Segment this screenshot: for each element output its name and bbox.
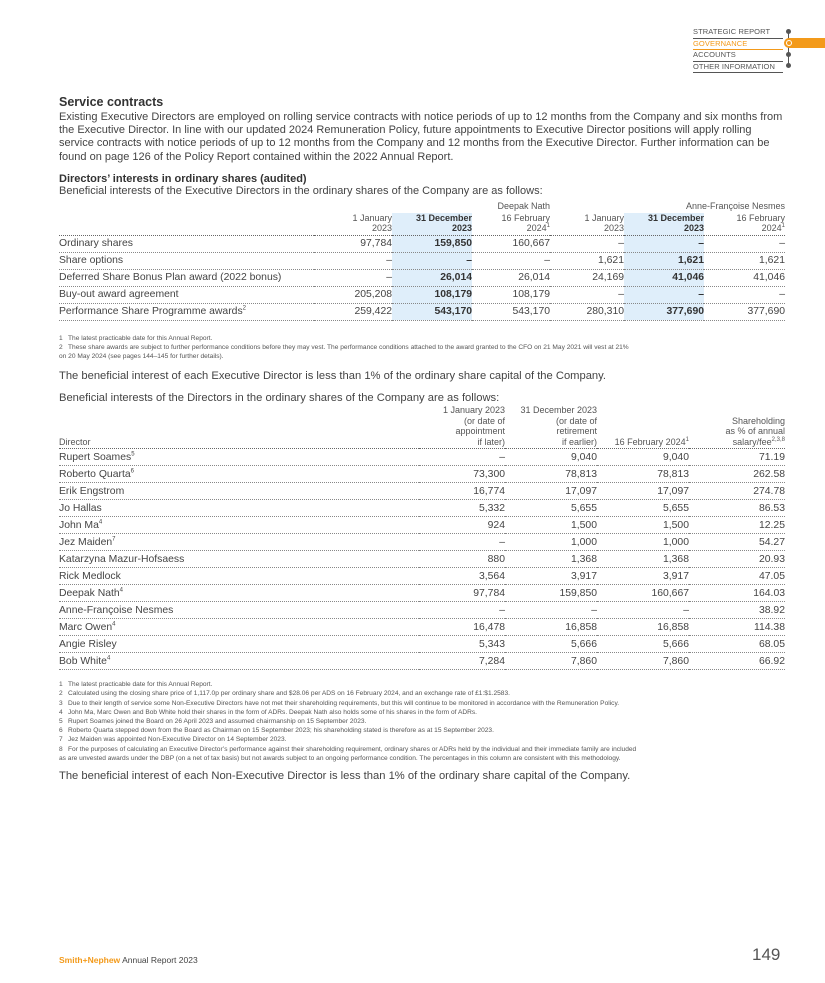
footnote: 2 Calculated using the closing share price of 1,117.0p per ordinary share and $28.06 per ADS on 16 February 2024, and an exchange rate of £1:$1.2583. xyxy=(59,690,510,698)
director-name: Marc Owen$^4$ xyxy=(59,619,419,636)
service-contracts-text: Existing Executive Directors are employed on rolling service contracts with notice periods of up to 12 months from the Company and six months from the Executive Director. In line with our updated 2024 Remuneration Policy, future appointments to Executive Director positions will apply rolling service contracts with notice periods of up to 12 months from the Company and 12 months from the Executive Director. Further information can be found on page 126 of the Policy Report contained within the 2022 Annual Report. xyxy=(59,111,783,163)
row-label: Ordinary shares xyxy=(59,235,314,252)
all-directors-footnotes xyxy=(59,680,785,763)
table-row xyxy=(59,551,785,568)
table-cell: 66.92 xyxy=(689,653,785,670)
footnote: 4 John Ma, Marc Owen and Bob White hold their shares in the form of ADRs. Deepak Nath also holds some of his shares in the form of ADRs. xyxy=(59,708,478,716)
table-cell: 9,040 xyxy=(505,449,597,466)
table-row xyxy=(59,568,785,585)
col-header-jan-2023: 1 January 2023 (or date of appointment if later) xyxy=(419,405,505,449)
table-cell: 7,284 xyxy=(419,653,505,670)
table-cell: 12.25 xyxy=(689,517,785,534)
all-directors-table xyxy=(59,405,785,670)
row-label: Performance Share Programme awards$^2$ xyxy=(59,303,314,320)
director-name: Angie Risley xyxy=(59,636,419,653)
table-cell: 26,014 xyxy=(392,269,472,286)
table-row xyxy=(59,534,785,551)
table-cell: 164.03 xyxy=(689,585,785,602)
table-cell: – xyxy=(704,235,785,252)
table-cell: 78,813 xyxy=(597,466,689,483)
director-name: Jez Maiden$^7$ xyxy=(59,534,419,551)
table-cell: 1,621 xyxy=(704,252,785,269)
non-executive-interest-statement: The beneficial interest of each Non-Executive Director is less than 1% of the ordinary share capital of the Company. xyxy=(59,769,631,782)
table-row xyxy=(59,303,785,320)
table-cell: 47.05 xyxy=(689,568,785,585)
footnote-continuation: as are unvested awards under the DBP (on a net of tax basis) but not awards subject to an ongoing performance condition. The percentages in this column are consistent with this methodology. xyxy=(59,754,621,762)
table-cell: 5,343 xyxy=(419,636,505,653)
table-cell: 68.05 xyxy=(689,636,785,653)
table-cell: 159,850 xyxy=(392,235,472,252)
director-name: Rick Medlock xyxy=(59,568,419,585)
col-header: 31 December 2023 xyxy=(392,213,472,236)
table-cell: – xyxy=(314,269,392,286)
director-name: Bob White$^4$ xyxy=(59,653,419,670)
report-name: Annual Report 2023 xyxy=(120,955,198,965)
table-cell: 543,170 xyxy=(392,303,472,320)
table-row xyxy=(59,235,785,252)
table-row xyxy=(59,466,785,483)
section-nav xyxy=(693,27,783,73)
table-cell: 16,858 xyxy=(597,619,689,636)
footnote: 8 For the purposes of calculating an Executive Director’s performance against their shareholding requirement, ordinary shares or ADRs held by the individual and their immediate family are included xyxy=(59,745,637,753)
col-header-dec-2023: 31 December 2023 (or date of retirement if earlier) xyxy=(505,405,597,449)
table-row xyxy=(59,500,785,517)
table-cell: 1,500 xyxy=(505,517,597,534)
table-cell: 108,179 xyxy=(392,286,472,303)
director-name: Jo Hallas xyxy=(59,500,419,517)
page-number: 149 xyxy=(752,945,781,964)
table-cell: 1,621 xyxy=(624,252,704,269)
director-name: Erik Engstrom xyxy=(59,483,419,500)
table-cell: 5,332 xyxy=(419,500,505,517)
nav-item-governance[interactable]: GOVERNANCE xyxy=(693,39,783,51)
col-header: 16 February 2024$^1$ xyxy=(704,213,785,236)
table-cell: 108,179 xyxy=(472,286,550,303)
table-row xyxy=(59,602,785,619)
director-name: Rupert Soames$^5$ xyxy=(59,449,419,466)
nav-item-other-information[interactable]: OTHER INFORMATION xyxy=(693,62,783,74)
table-row xyxy=(59,585,785,602)
table-cell: 73,300 xyxy=(419,466,505,483)
table-cell: 1,368 xyxy=(505,551,597,568)
footnote: 1 The latest practicable date for this Annual Report. xyxy=(59,681,213,689)
director-name: John Ma$^4$ xyxy=(59,517,419,534)
table-cell: 274.78 xyxy=(689,483,785,500)
table-cell: 3,917 xyxy=(597,568,689,585)
table-cell: – xyxy=(419,602,505,619)
col-header-feb-2024: 16 February 2024$^1$ xyxy=(597,405,689,449)
table-cell: 5,666 xyxy=(597,636,689,653)
executive-interests-intro: Beneficial interests of the Executive Directors in the ordinary shares of the Company are as follows: xyxy=(59,184,543,197)
footnote: 1 The latest practicable date for this Annual Report. xyxy=(59,334,213,342)
table-cell: 7,860 xyxy=(597,653,689,670)
nav-item-strategic-report[interactable]: STRATEGIC REPORT xyxy=(693,27,783,39)
col-header-shareholding-pct: Shareholding as % of annual salary/fee$^{2,3,8}$ xyxy=(689,405,785,449)
table-cell: 3,917 xyxy=(505,568,597,585)
col-header: 1 January 2023 xyxy=(314,213,392,236)
table-cell: 160,667 xyxy=(597,585,689,602)
table-cell: 78,813 xyxy=(505,466,597,483)
footer-report-title xyxy=(59,955,198,965)
table-cell: 24,169 xyxy=(550,269,624,286)
table-cell: 160,667 xyxy=(472,235,550,252)
table-cell: 7,860 xyxy=(505,653,597,670)
table-cell: – xyxy=(624,286,704,303)
table-row xyxy=(59,636,785,653)
table-cell: – xyxy=(550,235,624,252)
table-cell: 26,014 xyxy=(472,269,550,286)
table-cell: – xyxy=(550,286,624,303)
table-cell: 54.27 xyxy=(689,534,785,551)
table-cell: 377,690 xyxy=(704,303,785,320)
footnote: 2 These share awards are subject to further performance conditions before they may vest. The performance conditions attached to the award granted to the CFO on 21 May 2021 will vest at 21% xyxy=(59,343,629,351)
row-label: Buy-out award agreement xyxy=(59,286,314,303)
group-header-anne-francoise-nesmes: Anne-Françoise Nesmes xyxy=(685,201,785,212)
table-cell: 9,040 xyxy=(597,449,689,466)
table-cell: 71.19 xyxy=(689,449,785,466)
col-header-director: Director xyxy=(59,405,419,449)
table-cell: 280,310 xyxy=(550,303,624,320)
table-cell: – xyxy=(392,252,472,269)
table-cell: 880 xyxy=(419,551,505,568)
footnote-continuation: on 20 May 2024 (see pages 144–145 for further details). xyxy=(59,352,224,360)
executive-directors-table xyxy=(59,201,785,321)
table-cell: 1,000 xyxy=(505,534,597,551)
row-label: Share options xyxy=(59,252,314,269)
table-cell: 205,208 xyxy=(314,286,392,303)
table-cell: 5,655 xyxy=(597,500,689,517)
nav-rail xyxy=(788,30,789,66)
table-cell: 16,858 xyxy=(505,619,597,636)
table-cell: 16,774 xyxy=(419,483,505,500)
table-cell: 1,368 xyxy=(597,551,689,568)
table-cell: – xyxy=(419,449,505,466)
table-cell: 259,422 xyxy=(314,303,392,320)
table-cell: – xyxy=(704,286,785,303)
col-header: 31 December 2023 xyxy=(624,213,704,236)
table-cell: – xyxy=(597,602,689,619)
executive-footnotes xyxy=(59,334,785,362)
table-cell: 20.93 xyxy=(689,551,785,568)
table-row xyxy=(59,619,785,636)
section-title-service-contracts: Service contracts xyxy=(59,95,164,109)
table-cell: 97,784 xyxy=(314,235,392,252)
main-content xyxy=(59,95,785,782)
nav-dot-icon xyxy=(786,63,791,68)
table-row xyxy=(59,269,785,286)
nav-active-dot-icon xyxy=(786,40,792,46)
table-cell: 41,046 xyxy=(704,269,785,286)
nav-dot-icon xyxy=(786,52,791,57)
table-cell: 5,655 xyxy=(505,500,597,517)
table-cell: 5,666 xyxy=(505,636,597,653)
table-cell: 114.38 xyxy=(689,619,785,636)
table-cell: 159,850 xyxy=(505,585,597,602)
table-cell: 377,690 xyxy=(624,303,704,320)
table-cell: 86.53 xyxy=(689,500,785,517)
table-cell: 17,097 xyxy=(505,483,597,500)
footnote: 6 Roberto Quarta stepped down from the Board as Chairman on 15 September 2023; his shareholding stated is therefore as at 15 September 2023. xyxy=(59,727,494,735)
footnote: 3 Due to their length of service some Non-Executive Directors have not met their shareholding requirements, but this will continue to be monitored in accordance with the Remuneration Policy. xyxy=(59,699,620,707)
all-directors-intro: Beneficial interests of the Directors in the ordinary shares of the Company are as follows: xyxy=(59,392,500,405)
table-cell: 262.58 xyxy=(689,466,785,483)
table-cell: – xyxy=(419,534,505,551)
nav-dot-icon xyxy=(786,29,791,34)
table-cell: – xyxy=(624,235,704,252)
table-cell: 543,170 xyxy=(472,303,550,320)
section-title-directors-interests: Directors’ interests in ordinary shares (audited) xyxy=(59,172,307,185)
nav-item-accounts[interactable]: ACCOUNTS xyxy=(693,50,783,62)
director-name: Katarzyna Mazur-Hofsaess xyxy=(59,551,419,568)
table-cell: – xyxy=(472,252,550,269)
director-name: Deepak Nath$^4$ xyxy=(59,585,419,602)
table-cell: 17,097 xyxy=(597,483,689,500)
director-name: Anne-Françoise Nesmes xyxy=(59,602,419,619)
footnote: 7 Jez Maiden was appointed Non-Executive Director on 14 September 2023. xyxy=(59,736,287,744)
table-cell: – xyxy=(505,602,597,619)
table-row xyxy=(59,517,785,534)
group-header-deepak-nath: Deepak Nath xyxy=(497,201,550,212)
table-cell: 38.92 xyxy=(689,602,785,619)
col-header: 1 January 2023 xyxy=(550,213,624,236)
brand-name: Smith+Nephew xyxy=(59,955,121,965)
table-cell: 97,784 xyxy=(419,585,505,602)
director-name: Roberto Quarta$^6$ xyxy=(59,466,419,483)
col-header: 16 February 2024$^1$ xyxy=(472,213,550,236)
table-cell: 924 xyxy=(419,517,505,534)
table-row xyxy=(59,483,785,500)
table-row xyxy=(59,653,785,670)
table-cell: 16,478 xyxy=(419,619,505,636)
table-cell: 1,500 xyxy=(597,517,689,534)
executive-interest-statement: The beneficial interest of each Executive Director is less than 1% of the ordinary share capital of the Company. xyxy=(59,370,607,383)
table-row xyxy=(59,449,785,466)
row-label: Deferred Share Bonus Plan award (2022 bonus) xyxy=(59,269,314,286)
table-cell: 1,000 xyxy=(597,534,689,551)
table-cell: 3,564 xyxy=(419,568,505,585)
table-row xyxy=(59,286,785,303)
table-cell: – xyxy=(314,252,392,269)
table-row xyxy=(59,252,785,269)
table-cell: 41,046 xyxy=(624,269,704,286)
footnote: 5 Rupert Soames joined the Board on 26 April 2023 and assumed chairmanship on 15 September 2023. xyxy=(59,717,367,725)
table-cell: 1,621 xyxy=(550,252,624,269)
